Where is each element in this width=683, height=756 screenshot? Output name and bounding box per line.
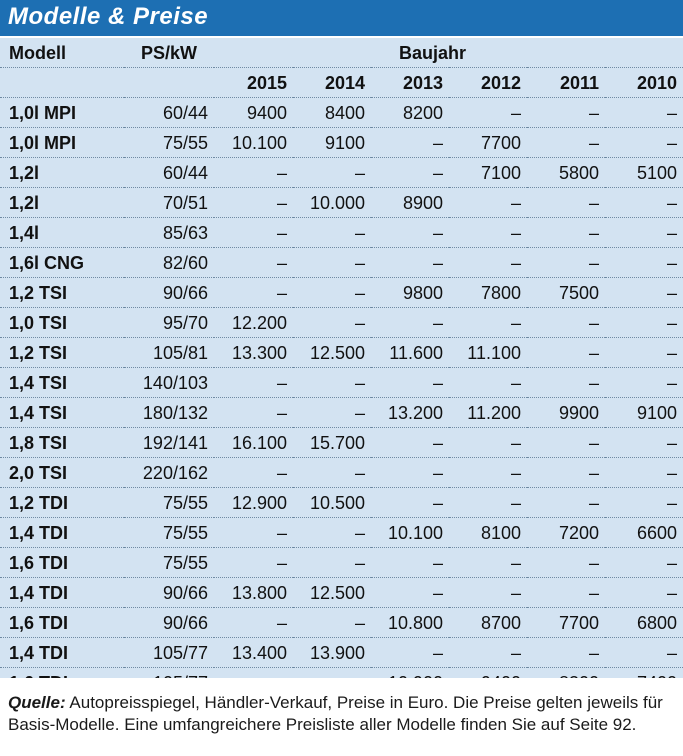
cell-price: – [605, 368, 683, 398]
cell-ps-kw: 90/66 [124, 278, 214, 308]
cell-ps-kw: 220/162 [124, 458, 214, 488]
table-row [0, 248, 683, 278]
table-row [0, 98, 683, 128]
cell-price: – [449, 488, 527, 518]
table-row [0, 518, 683, 548]
cell-price: 7100 [449, 158, 527, 188]
cell-price: 13.900 [293, 638, 371, 668]
cell-price: – [371, 128, 449, 158]
cell-price: – [371, 458, 449, 488]
cell-price: – [293, 248, 371, 278]
cell-price: – [605, 128, 683, 158]
header-blank [0, 68, 124, 98]
cell-price: – [293, 518, 371, 548]
cell-price: 5800 [527, 158, 605, 188]
cell-price: 12.500 [293, 578, 371, 608]
table-row [0, 368, 683, 398]
cell-price: – [293, 158, 371, 188]
cell-modell: 1,2 TSI [0, 338, 124, 368]
cell-price: – [449, 308, 527, 338]
cell-price: – [371, 158, 449, 188]
cell-modell: 1,2l [0, 158, 124, 188]
header-baujahr: Baujahr [214, 38, 683, 68]
cell-price: – [527, 98, 605, 128]
cell-price: – [371, 428, 449, 458]
cell-price: – [605, 98, 683, 128]
cell-price: – [527, 428, 605, 458]
footer-note [0, 678, 683, 756]
cell-price: 9800 [371, 278, 449, 308]
cell-price: – [293, 218, 371, 248]
table-row [0, 278, 683, 308]
cell-price: – [449, 428, 527, 458]
table-row [0, 488, 683, 518]
cell-modell: 1,6 TDI [0, 548, 124, 578]
cell-ps-kw: 140/103 [124, 368, 214, 398]
table-row [0, 128, 683, 158]
cell-price: – [527, 638, 605, 668]
cell-price: – [449, 548, 527, 578]
cell-price: – [214, 608, 293, 638]
header-modell: Modell [0, 38, 124, 68]
cell-price: – [371, 548, 449, 578]
cell-ps-kw: 95/70 [124, 308, 214, 338]
cell-ps-kw: 70/51 [124, 188, 214, 218]
header-year: 2014 [293, 68, 371, 98]
cell-modell: 1,4 TSI [0, 368, 124, 398]
cell-price: – [371, 578, 449, 608]
cell-price: – [293, 548, 371, 578]
cell-price: 7200 [527, 518, 605, 548]
cell-modell: 2,0 TSI [0, 458, 124, 488]
header-year: 2011 [527, 68, 605, 98]
cell-price: 8400 [293, 98, 371, 128]
cell-price: 12.200 [214, 308, 293, 338]
header-year: 2010 [605, 68, 683, 98]
table-row [0, 578, 683, 608]
cell-price: – [527, 338, 605, 368]
cell-price: – [605, 308, 683, 338]
cell-price: – [214, 218, 293, 248]
cell-price: 9100 [605, 398, 683, 428]
cell-price: 10.800 [371, 608, 449, 638]
header-ps-kw: PS/kW [124, 38, 214, 68]
cell-modell: 1,0l MPI [0, 98, 124, 128]
cell-price: 8200 [371, 98, 449, 128]
cell-price: – [449, 248, 527, 278]
table-row [0, 188, 683, 218]
cell-price: 12.500 [293, 338, 371, 368]
cell-price: – [527, 128, 605, 158]
cell-modell: 1,8 TSI [0, 428, 124, 458]
cell-price: 5100 [605, 158, 683, 188]
cell-price: – [449, 458, 527, 488]
table-row [0, 218, 683, 248]
header-year: 2013 [371, 68, 449, 98]
cell-ps-kw: 75/55 [124, 548, 214, 578]
price-table-container [0, 38, 683, 698]
cell-price: – [605, 338, 683, 368]
table-row [0, 158, 683, 188]
cell-price: – [605, 638, 683, 668]
cell-modell: 1,0l MPI [0, 128, 124, 158]
cell-modell: 1,2 TDI [0, 488, 124, 518]
cell-price: – [605, 578, 683, 608]
cell-price: – [293, 608, 371, 638]
cell-price: – [214, 248, 293, 278]
table-row [0, 398, 683, 428]
cell-price: – [449, 98, 527, 128]
cell-price: – [527, 248, 605, 278]
price-table-body [0, 98, 683, 698]
cell-price: – [293, 458, 371, 488]
cell-ps-kw: 82/60 [124, 248, 214, 278]
table-row [0, 548, 683, 578]
cell-price: – [371, 248, 449, 278]
cell-price: 10.100 [371, 518, 449, 548]
cell-price: 7700 [527, 608, 605, 638]
cell-price: – [527, 548, 605, 578]
cell-ps-kw: 85/63 [124, 218, 214, 248]
cell-price: – [449, 638, 527, 668]
cell-price: – [527, 218, 605, 248]
cell-price: – [293, 368, 371, 398]
cell-ps-kw: 105/81 [124, 338, 214, 368]
cell-price: – [293, 308, 371, 338]
cell-modell: 1,4 TSI [0, 398, 124, 428]
cell-price: 7800 [449, 278, 527, 308]
cell-price: – [214, 518, 293, 548]
cell-modell: 1,4 TDI [0, 518, 124, 548]
header-year: 2015 [214, 68, 293, 98]
cell-price: – [527, 308, 605, 338]
header-blank [124, 68, 214, 98]
cell-ps-kw: 60/44 [124, 98, 214, 128]
cell-modell: 1,2l [0, 188, 124, 218]
cell-price: – [214, 368, 293, 398]
cell-price: – [605, 188, 683, 218]
cell-price: – [449, 368, 527, 398]
cell-price: – [605, 548, 683, 578]
table-row [0, 608, 683, 638]
cell-ps-kw: 90/66 [124, 608, 214, 638]
table-row [0, 428, 683, 458]
cell-price: 9100 [293, 128, 371, 158]
cell-price: 16.100 [214, 428, 293, 458]
cell-ps-kw: 180/132 [124, 398, 214, 428]
cell-price: – [371, 638, 449, 668]
cell-price: 13.200 [371, 398, 449, 428]
cell-price: – [527, 488, 605, 518]
cell-price: – [605, 458, 683, 488]
cell-price: 13.800 [214, 578, 293, 608]
cell-modell: 1,6 TDI [0, 608, 124, 638]
cell-modell: 1,2 TSI [0, 278, 124, 308]
cell-price: – [605, 278, 683, 308]
cell-modell: 1,0 TSI [0, 308, 124, 338]
cell-price: 10.500 [293, 488, 371, 518]
cell-price: – [371, 308, 449, 338]
cell-price: 8700 [449, 608, 527, 638]
cell-price: 10.100 [214, 128, 293, 158]
cell-price: – [527, 188, 605, 218]
cell-price: – [293, 398, 371, 428]
cell-price: – [371, 488, 449, 518]
cell-ps-kw: 90/66 [124, 578, 214, 608]
table-row [0, 458, 683, 488]
header-row-years [0, 68, 683, 98]
cell-price: 11.200 [449, 398, 527, 428]
cell-price: – [371, 368, 449, 398]
cell-price: 9900 [527, 398, 605, 428]
source-text: Autopreisspiegel, Händler-Verkauf, Preise in Euro. Die Preise gelten jeweils für Basis-Modelle. Eine umfangreichere Preisliste aller Modelle finden Sie auf Seite 92. [8, 693, 663, 734]
cell-price: – [605, 248, 683, 278]
table-row [0, 338, 683, 368]
cell-price: – [449, 188, 527, 218]
table-row [0, 308, 683, 338]
cell-modell: 1,4 TDI [0, 638, 124, 668]
cell-price: 13.300 [214, 338, 293, 368]
cell-price: – [371, 218, 449, 248]
cell-price: – [214, 278, 293, 308]
cell-price: – [214, 458, 293, 488]
page-title: Modelle & Preise [8, 3, 209, 30]
cell-price: 13.400 [214, 638, 293, 668]
cell-modell: 1,6l CNG [0, 248, 124, 278]
cell-price: – [214, 188, 293, 218]
cell-price: – [527, 458, 605, 488]
table-row [0, 638, 683, 668]
cell-price: 11.100 [449, 338, 527, 368]
cell-modell: 1,4l [0, 218, 124, 248]
cell-price: – [214, 548, 293, 578]
cell-price: – [527, 578, 605, 608]
cell-price: – [293, 278, 371, 308]
cell-ps-kw: 75/55 [124, 518, 214, 548]
cell-ps-kw: 60/44 [124, 158, 214, 188]
cell-price: 9400 [214, 98, 293, 128]
cell-price: 12.900 [214, 488, 293, 518]
cell-ps-kw: 192/141 [124, 428, 214, 458]
cell-price: 6800 [605, 608, 683, 638]
cell-price: 6600 [605, 518, 683, 548]
cell-price: – [527, 368, 605, 398]
cell-ps-kw: 75/55 [124, 488, 214, 518]
cell-price: 8900 [371, 188, 449, 218]
cell-modell: 1,4 TDI [0, 578, 124, 608]
cell-ps-kw: 105/77 [124, 638, 214, 668]
cell-ps-kw: 75/55 [124, 128, 214, 158]
header-row-top [0, 38, 683, 68]
cell-price: 10.000 [293, 188, 371, 218]
cell-price: – [605, 428, 683, 458]
cell-price: 7500 [527, 278, 605, 308]
cell-price: 11.600 [371, 338, 449, 368]
price-table [0, 38, 683, 698]
cell-price: – [605, 218, 683, 248]
source-label: Quelle: [8, 693, 66, 712]
header-year: 2012 [449, 68, 527, 98]
cell-price: – [605, 488, 683, 518]
cell-price: – [449, 578, 527, 608]
cell-price: – [214, 158, 293, 188]
cell-price: – [214, 398, 293, 428]
cell-price: 8100 [449, 518, 527, 548]
cell-price: 15.700 [293, 428, 371, 458]
title-bar [0, 0, 683, 38]
cell-price: 7700 [449, 128, 527, 158]
footer-text [0, 678, 683, 736]
cell-price: – [449, 218, 527, 248]
